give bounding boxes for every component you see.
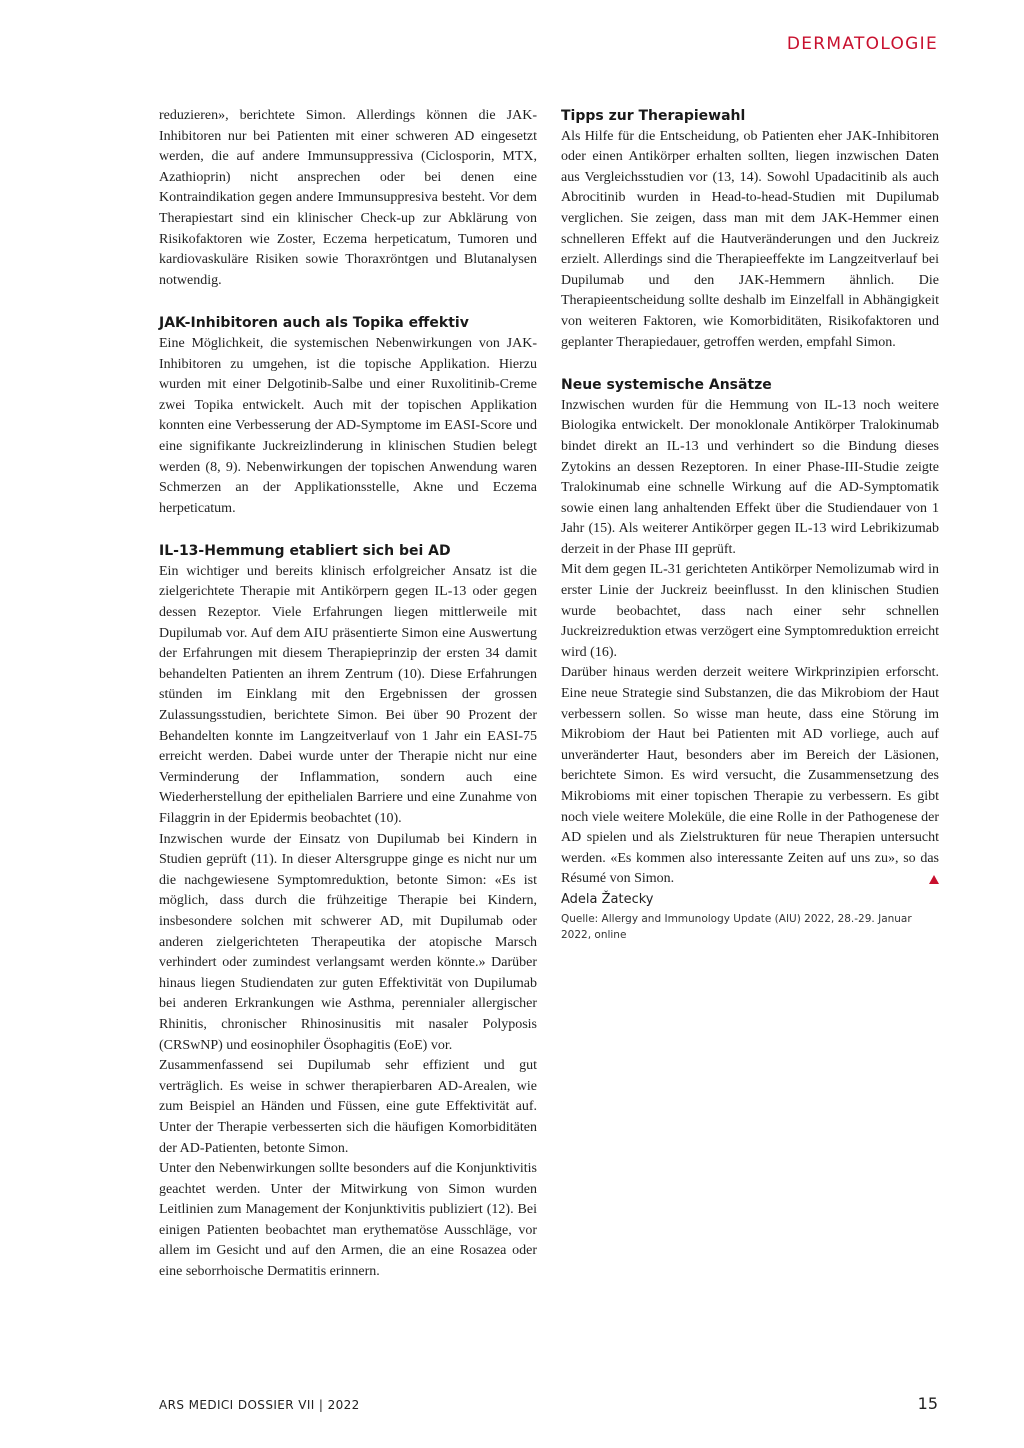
body-paragraph: Zusammenfassend sei Dupilumab sehr effizient und gut verträglich. Es weise in schwer therapierbaren AD-Arealen, wie zum Beispiel an Händen und Füssen, eine gute Effektivität auf. Unter der Therapie verbesserten sich die häufigen Komorbiditäten der AD-Patienten, betonte Simon. bbox=[159, 1058, 537, 1156]
page-number: 15 bbox=[917, 1394, 938, 1413]
body-paragraph: reduzieren», berichtete Simon. Allerdings können die JAK-Inhibitoren nur bei Patienten mit einer schweren AD eingesetzt werden, die auf andere Immunsuppressiva (Ciclosporin, MTX, Azathioprin) nicht ansprechen oder bei denen eine Kontraindikation gegen andere Immunsuppresiva besteht. Vor dem Therapiestart sind ein klinischer Check-up zur Abklärung von Risikofaktoren wie Zoster, Eczema herpeticatum, Tumoren und kardiovaskuläre Risiken sowie Thoraxröntgen und Blutanalysen notwendig. bbox=[159, 108, 537, 288]
body-paragraph: Als Hilfe für die Entscheidung, ob Patienten eher JAK-Inhibitoren oder einen Antikörper erhalten sollten, liegen inzwischen Daten aus Vergleichsstudien vor (13, 14). Sowohl Upadacitinib als auch Abrocitinib wurden in Head-to-head-Studien mit Dupilumab verglichen. Sie zeigen, dass man mit dem JAK-Hemmer einen schnelleren Effekt auf die Hautveränderungen und den Juckreiz erzielt. Allerdings sind die Therapieeffekte im Langzeitverlauf bei Dupilumab und den JAK-Hemmern ähnlich. Die Therapieentscheidung sollte deshalb im Einzelfall in Abhängigkeit von weiteren Faktoren, wie Komorbiditäten, Risikofaktoren und geplanter Therapiedauer, getroffen werden, empfahl Simon. bbox=[561, 128, 939, 350]
body-paragraph-text: Darüber hinaus werden derzeit weitere Wirkprinzipien erforscht. Eine neue Strategie sind Substanzen, die das Mikrobiom der Haut verbessern sollen. So wisse man heute, dass eine Störung im Mikrobiom der Haut bei Patienten mit AD vorliege, auch auf unveränderter Haut, besonders aber im Bereich der Läsionen, berichtete Simon. Es wird versucht, die Zusammensetzung des Mikrobioms mit einer topischen Therapie zu verbessern. Es gibt noch viele weitere Moleküle, die eine Rolle in der Pathogenese der AD spielen und als Zielstrukturen für neue Therapien untersucht werden. «Es kommen also interessante Zeiten auf uns zu», so das Résumé von Simon. bbox=[561, 665, 939, 887]
footer-journal: ARS MEDICI DOSSIER VII | 2022 bbox=[159, 1398, 360, 1412]
body-paragraph: Eine Möglichkeit, die systemischen Nebenwirkungen von JAK-Inhibitoren zu umgehen, ist die topische Applikation. Hierzu wurden mit einer Delgotinib-Salbe und einer Ruxolitinib-Creme zwei Topika entwickelt. Auch mit der topischen Applikation konnten eine Verbesserung der AD-Symptome im EASI-Score und eine signifikante Juckreizlinderung in klinischen Studien belegt werden (8, 9). Nebenwirkungen der topischen Anwendung waren Schmerzen an der Applikationsstelle, Akne und Eczema herpeticatum. bbox=[159, 335, 537, 516]
body-paragraph: Unter den Nebenwirkungen sollte besonders auf die Konjunktivitis geachtet werden. Unter der Mitwirkung von Simon wurden Leitlinien zum Management der Konjunktivitis publiziert (12). Bei einigen Patienten beobachtet man erythematöse Ausschläge, vor allem im Gesicht und auf den Armen, die an eine Rosazea oder eine seborrhoische Dermatitis erinnern. bbox=[159, 1161, 537, 1280]
body-paragraph: Ein wichtiger und bereits klinisch erfolgreicher Ansatz ist die zielgerichtete Therapie mit Antikörpern gegen IL-13 oder gegen dessen Rezeptor. Viele Erfahrungen liegen mittlerweile mit Dupilumab vor. Auf dem AIU präsentierte Simon eine Auswertung der Erfahrungen mit diesem Therapieprinzip der ersten 34 damit behandelten Patienten an ihrem Zentrum (10). Diese Erfahrungen stünden im Einklang mit den Ergebnissen der grossen Zulassungsstudien, berichtete Simon. Bei über 90 Prozent der Behandelten konnte im Langzeitverlauf von 1 Jahr ein EASI-75 erreicht werden. Dabei wurde unter der Therapie nicht nur eine Verminderung der Inflammation, sondern auch eine Wiederherstellung der epithelialen Barriere und eine Zunahme von Filaggrin in der Epidermis beobachtet (10). bbox=[159, 563, 537, 826]
section-heading: Neue systemische Ansätze bbox=[561, 377, 772, 394]
body-paragraph: Inzwischen wurde der Einsatz von Dupilumab bei Kindern in Studien geprüft (11). In dieser Altersgruppe ginge es nicht nur um die nachgewiesene Symptomreduktion, betonte Simon: «Es ist möglich, dass durch die frühzeitige Therapie bei Kindern, insbesondere solchen mit schwerer AD, mit Dupilumab oder anderen zielgerichteten Therapeutika der atopische Marsch verhindert oder zumindest verlangsamt werden könnte.» Darüber hinaus liegen Studiendaten zur guten Effektivität von Dupilumab bei anderen Erkrankungen wie Asthma, perennialer allergischer Rhinitis, chronischer Rhinosinusitis mit nasaler Polyposis (CRSwNP) und eosinophiler Ösophagitis (EoE) vor. bbox=[159, 831, 537, 1053]
right-column bbox=[561, 106, 939, 943]
end-of-article-triangle-icon bbox=[929, 875, 939, 884]
source-note: Quelle: Allergy and Immunology Update (AIU) 2022, 28.-29. Januar 2022, online bbox=[561, 912, 912, 941]
author-name: Adela Žatecky bbox=[561, 891, 654, 907]
section-heading: Tipps zur Therapiewahl bbox=[561, 108, 746, 124]
section-label: DERMATOLOGIE bbox=[786, 34, 938, 54]
section-heading: IL-13-Hemmung etabliert sich bei AD bbox=[159, 543, 451, 560]
section-heading: JAK-Inhibitoren auch als Topika effektiv bbox=[159, 315, 469, 332]
body-paragraph: Inzwischen wurden für die Hemmung von IL-13 noch weitere Biologika entwickelt. Der monoklonale Antikörper Tralokinumab bindet direkt an IL-13 und verhindert so die Bindung dieses Zytokins an dessen Rezeptoren. In einer Phase-III-Studie zeigte Tralokinumab eine schnelle Wirkung auf die AD-Symptomatik sowie einen lang anhaltenden Effekt über die Studiendauer von 1 Jahr (15). Als weiterer Antikörper gegen IL-13 wird Lebrikizumab derzeit in der Phase III geprüft. bbox=[561, 397, 939, 557]
body-paragraph: Mit dem gegen IL-31 gerichteten Antikörper Nemolizumab wird in erster Linie der Juckreiz beeinflusst. In den klinischen Studien wurde beobachtet, dass nach einer sehr schnellen Juckreizreduktion etwas verzögert eine Symptomreduktion erreicht wird (16). bbox=[561, 562, 939, 660]
body-paragraph bbox=[561, 663, 939, 890]
left-column bbox=[159, 106, 537, 1283]
